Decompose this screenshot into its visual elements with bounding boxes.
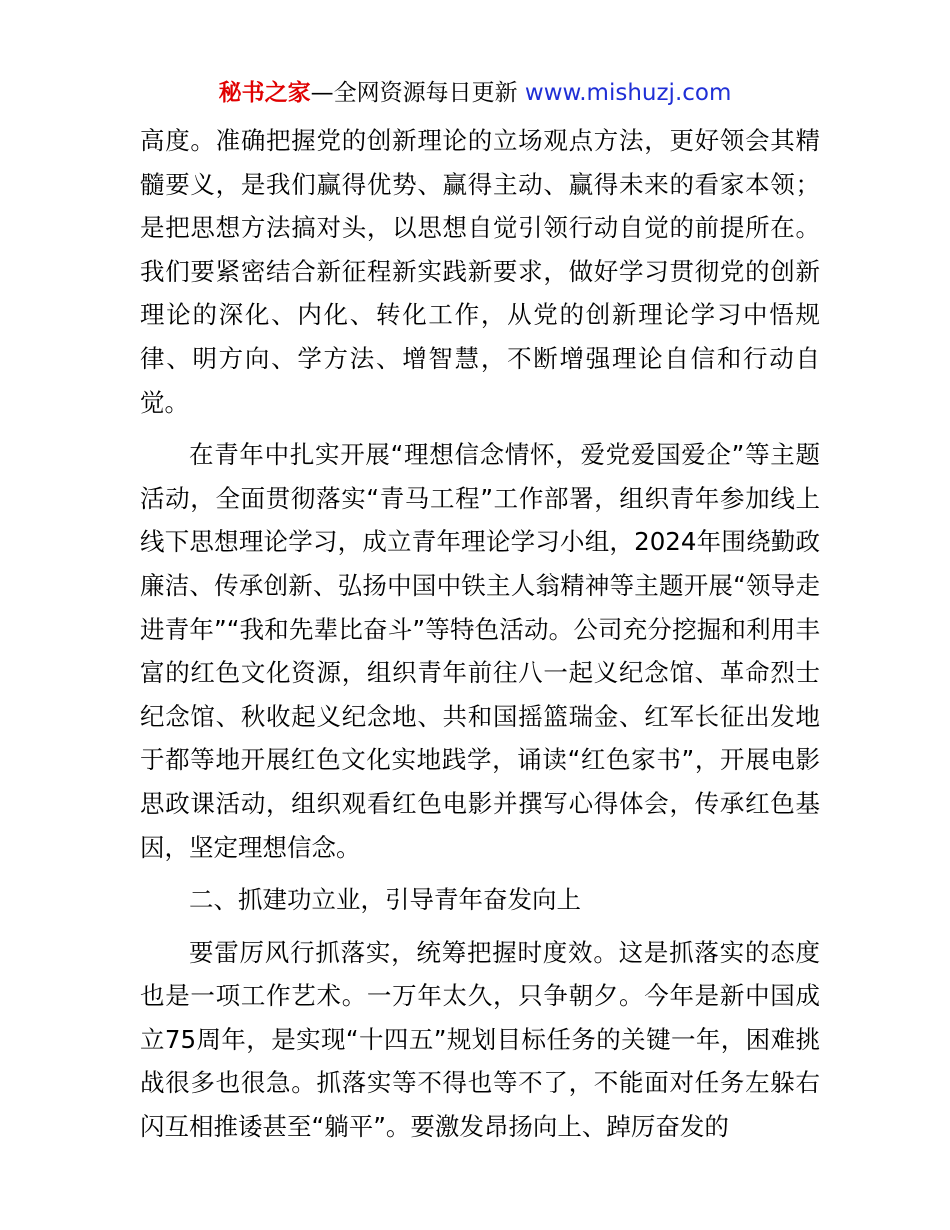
paragraph-continuation: 高度。准确把握党的创新理论的立场观点方法，更好领会其精髓要义，是我们赢得优势、赢得主动、赢得未来的看家本领；是把思想方法搞对头，以思想自觉引领行动自觉的前提所在。我们要紧密结合新征程新实践新要求，做好学习贯彻党的创新理论的深化、内化、转化工作，从党的创新理论学习中悟规律、明方向、学方法、增智慧，不断增强理论自信和行动自觉。 xyxy=(140,126,820,417)
site-brand: 秘书之家 xyxy=(218,80,311,106)
site-url-link[interactable]: www.mishuzj.com xyxy=(524,80,732,106)
document-body xyxy=(140,119,820,1149)
site-tagline: —全网资源每日更新 xyxy=(310,80,525,106)
paragraph-implementation: 要雷厉风行抓落实，统筹把握时度效。这是抓落实的态度也是一项工作艺术。一万年太久，只争朝夕。今年是新中国成立75周年，是实现“十四五”规划目标任务的关键一年，困难挑战很多也很急。抓落实等不得也等不了，不能面对任务左躲右闪互相推诿甚至“躺平”。要激发昂扬向上、踔厉奋发的 xyxy=(140,937,820,1142)
paragraph-youth-activities: 在青年中扎实开展“理想信念情怀，爱党爱国爱企”等主题活动，全面贯彻落实“青马工程”工作部署，组织青年参加线上线下思想理论学习，成立青年理论学习小组，2024年围绕勤政廉洁、传承创新、弘扬中国中铁主人翁精神等主题开展“领导走进青年”“我和先辈比奋斗”等特色活动。公司充分挖掘和利用丰富的红色文化资源，组织青年前往八一起义纪念馆、革命烈士纪念馆、秋收起义纪念地、共和国摇篮瑞金、红军长征出发地于都等地开展红色文化实地践学，诵读“红色家书”，开展电影思政课活动，组织观看红色电影并撰写心得体会，传承红色基因，坚定理想信念。 xyxy=(140,440,820,862)
section-heading: 二、抓建功立业，引导青年奋发向上 xyxy=(189,885,581,915)
page-header xyxy=(0,76,950,110)
